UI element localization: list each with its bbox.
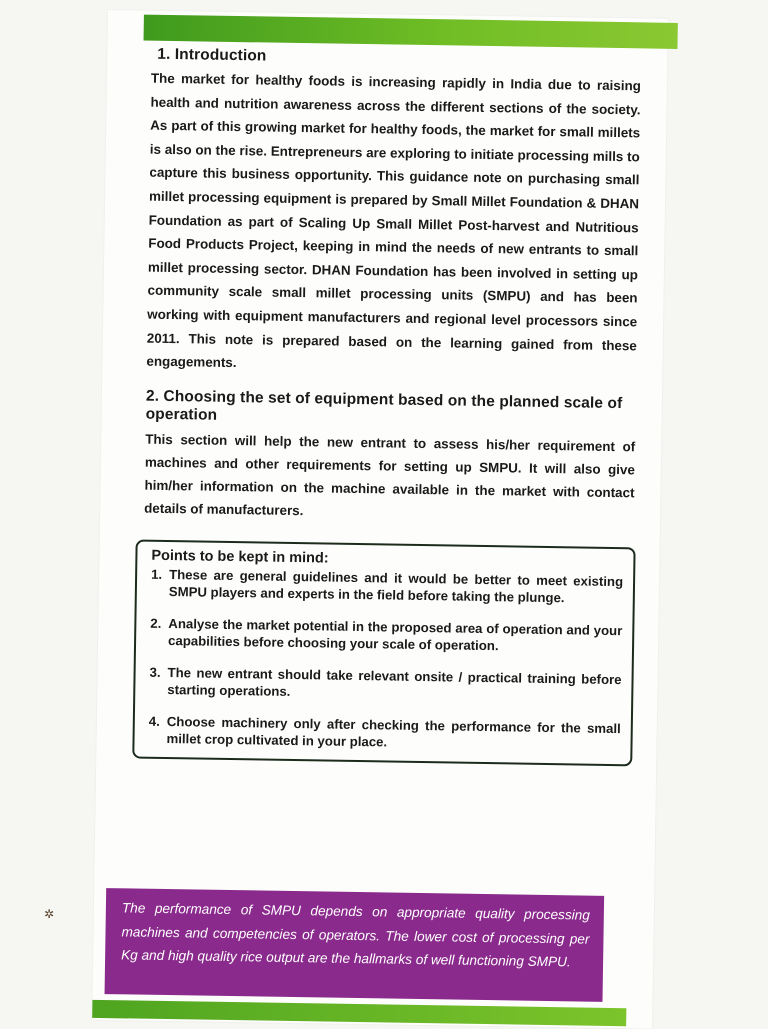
- point-number: 2.: [150, 615, 162, 631]
- points-box: [132, 539, 635, 766]
- point-item: [151, 565, 623, 606]
- point-item: [150, 614, 622, 655]
- point-text: Choose machinery only after checking the performance for the small millet crop cultivated in your place.: [166, 713, 621, 750]
- top-green-band: [144, 15, 678, 49]
- callout-box: [105, 888, 605, 1002]
- point-number: 1.: [151, 566, 163, 582]
- equipment-body: This section will help the new entrant to assess his/her requirement of machines and other requirements for setting up SMPU. It will also give him/her information on the machine available in the market with contact details of manufacturers.: [144, 431, 636, 518]
- points-title: Points to be kept in mind:: [151, 547, 329, 567]
- equipment-section: [144, 387, 636, 527]
- content-area: [140, 45, 641, 766]
- brochure-page: [92, 10, 668, 1029]
- paper-speck: ✲: [44, 907, 55, 921]
- bottom-green-band: [92, 1000, 626, 1026]
- introduction-body: The market for healthy foods is increasing rapidly in India due to raising health and nutrition awareness across the different sections of the society. As part of this growing market for healthy foods, the market for small millets is also on the rise. Entrepreneurs are exploring to initiate processing mills to capture this business opportunity. This guidance note on purchasing small millet processing equipment is prepared by Small Millet Foundation & DHAN Foundation as part of Scaling Up Small Millet Post-harvest and Nutritious Food Products Project, keeping in mind the needs of new entrants to small millet processing sector. DHAN Foundation has been involved in setting up community scale small millet processing units (SMPU) and has been working with equipment manufacturers and regional level processors since 2011. This note is prepared based on the learning gained from these engagements.: [146, 70, 641, 371]
- point-text: Analyse the market potential in the proposed area of operation and your capabilities before choosing your scale of operation.: [167, 615, 623, 653]
- introduction-heading: 1. Introduction: [157, 45, 267, 65]
- point-text: The new entrant should take relevant onsite / practical training before starting operations.: [167, 664, 622, 699]
- point-text: These are general guidelines and it would be better to meet existing SMPU players and experts in the field before taking the plunge.: [168, 566, 624, 605]
- point-item: [149, 663, 621, 704]
- introduction-section: [146, 45, 641, 381]
- point-item: [148, 712, 620, 753]
- callout-text: The performance of SMPU depends on appropriate quality processing machines and competencies of operators. The lower cost of processing per Kg and high quality rice output are the hallmarks of well functioning SMPU.: [121, 900, 590, 970]
- equipment-heading: 2. Choosing the set of equipment based on the planned scale of operation: [145, 387, 623, 424]
- point-number: 4.: [148, 713, 160, 729]
- point-number: 3.: [149, 664, 161, 680]
- points-list: [148, 565, 623, 753]
